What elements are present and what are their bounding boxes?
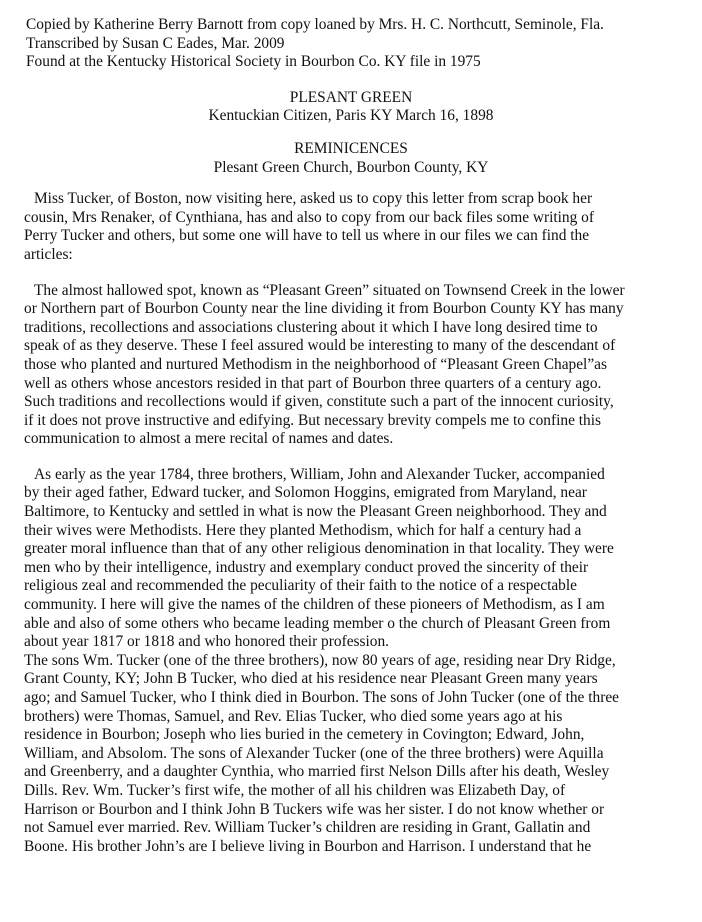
- text-line: Harrison or Bourbon and I think John B Tuckers wife was her sister. I do not know whether or: [24, 800, 605, 818]
- text-line: greater moral influence than that of any other religious denomination in that locality. They were: [24, 540, 614, 558]
- text-line: by their aged father, Edward tucker, and Solomon Hoggins, emigrated from Maryland, near: [24, 484, 587, 502]
- text-line: Perry Tucker and others, but some one will have to tell us where in our files we can find the: [24, 227, 590, 245]
- document-subtitle: Kentuckian Citizen, Paris KY March 16, 1898: [208, 107, 494, 125]
- text-line: men who by their intelligence, industry and exemplary conduct proved the sincerity of their: [24, 558, 589, 576]
- document-title: PLESANT GREEN: [289, 88, 413, 106]
- text-line: residence in Bourbon; Joseph who lies buried in the cemetery in Covington; Edward, John,: [24, 726, 585, 744]
- text-line: articles:: [24, 245, 73, 263]
- source-line: Found at the Kentucky Historical Society in Bourbon Co. KY file in 1975: [26, 53, 481, 71]
- text-line: if it does not prove instructive and edifying. But necessary brevity compels me to confine this: [24, 411, 602, 429]
- text-line: their wives were Methodists. Here they planted Methodism, which for half a century had a: [24, 521, 582, 539]
- text-line: Miss Tucker, of Boston, now visiting here, asked us to copy this letter from scrap book her: [34, 190, 593, 208]
- text-line: community. I here will give the names of the children of these pioneers of Methodism, as I am: [24, 596, 605, 614]
- text-line: Baltimore, to Kentucky and settled in what is now the Pleasant Green neighborhood. They and: [24, 503, 607, 521]
- transcription-header: [24, 16, 678, 72]
- text-line: those who planted and nurtured Methodism in the neighborhood of “Pleasant Green Chapel”as: [24, 355, 607, 373]
- text-line: able and also of some others who became leading member o the church of Pleasant Green from: [24, 614, 611, 632]
- source-line: Copied by Katherine Berry Barnott from copy loaned by Mrs. H. C. Northcutt, Seminole, Fla.: [26, 16, 604, 33]
- text-line: brothers) were Thomas, Samuel, and Rev. Elias Tucker, who died some years ago at his: [24, 707, 563, 725]
- text-line: Grant County, KY; John B Tucker, who died at his residence near Pleasant Green many years: [24, 670, 598, 688]
- text-line: and Greenberry, and a daughter Cynthia, who married first Nelson Dills after his death, Wesley: [24, 763, 610, 781]
- section-subheading: Plesant Green Church, Bourbon County, KY: [213, 158, 489, 176]
- source-line: Transcribed by Susan C Eades, Mar. 2009: [26, 34, 285, 52]
- text-line: not Samuel ever married. Rev. William Tucker’s children are residing in Grant, Gallatin and: [24, 819, 591, 837]
- paragraph: [24, 190, 678, 264]
- text-line: religious zeal and recommended the peculiarity of their faith to the notice of a respectable: [24, 577, 577, 595]
- title-block: [24, 89, 678, 126]
- text-line: about year 1817 or 1818 and who honored their profession.: [24, 633, 390, 651]
- text-line: William, and Absolom. The sons of Alexander Tucker (one of the three brothers) were Aquilla: [24, 744, 604, 762]
- text-line: ago; and Samuel Tucker, who I think died in Bourbon. The sons of John Tucker (one of the three: [24, 689, 619, 706]
- text-line: As early as the year 1784, three brothers, William, John and Alexander Tucker, accompanied: [34, 465, 605, 483]
- text-line: or Northern part of Bourbon County near the line dividing it from Bourbon County KY has many: [24, 300, 624, 318]
- text-line: Dills. Rev. Wm. Tucker’s first wife, the mother of all his children was Elizabeth Day, of: [24, 781, 566, 799]
- text-line: communication to almost a mere recital of names and dates.: [24, 430, 394, 448]
- paragraph: [24, 466, 678, 652]
- text-line: well as others whose ancestors resided in that part of Bourbon three quarters of a century ago.: [24, 374, 602, 392]
- text-line: speak of as they deserve. These I feel assured would be interesting to many of the descendant of: [24, 337, 616, 355]
- paragraph: [24, 282, 678, 449]
- text-line: Such traditions and recollections would if given, constitute such a part of the innocent curiosity,: [24, 393, 614, 411]
- section-heading: REMINICENCES: [294, 139, 408, 157]
- section-block: [24, 140, 678, 177]
- paragraph: [24, 652, 678, 857]
- text-line: traditions, recollections and associations clustering about it which I have long desired time to: [24, 318, 598, 336]
- text-line: The sons Wm. Tucker (one of the three brothers), now 80 years of age, residing near Dry Ridge,: [24, 651, 616, 669]
- text-line: The almost hallowed spot, known as “Pleasant Green” situated on Townsend Creek in the lower: [34, 281, 625, 299]
- text-line: Boone. His brother John’s are I believe living in Bourbon and Harrison. I understand that he: [24, 837, 592, 855]
- text-line: cousin, Mrs Renaker, of Cynthiana, has and also to copy from our back files some writing of: [24, 208, 594, 226]
